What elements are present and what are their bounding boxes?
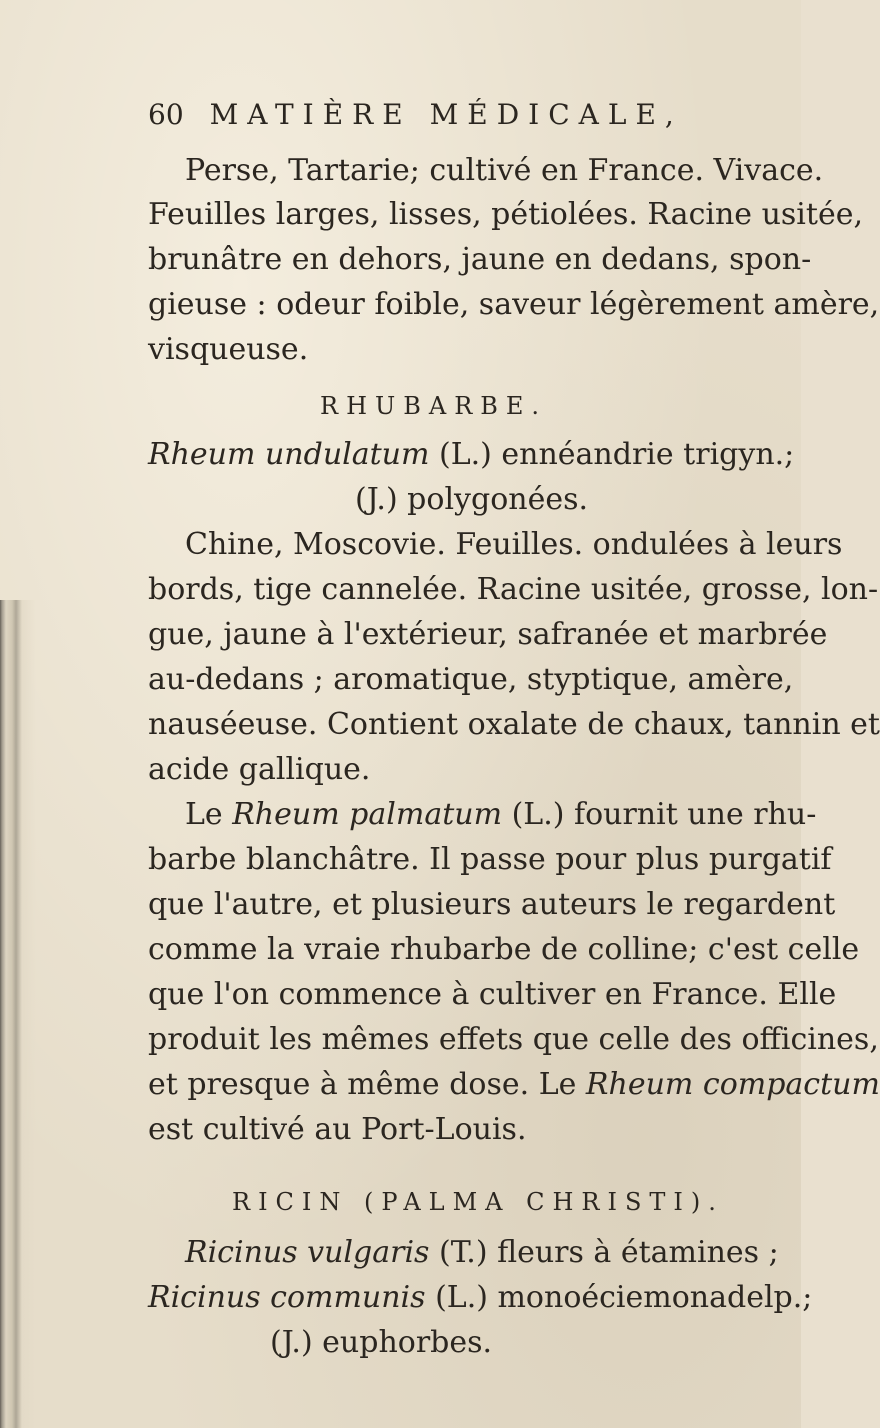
text-line: bords, tige cannelée. Racine usitée, grosse, lon- xyxy=(148,572,879,607)
text-line: au-dedans ; aromatique, styptique, amère, xyxy=(148,662,794,697)
text-span: (T.) fleurs à étamines ; xyxy=(429,1235,779,1270)
text-line: gue, jaune à l'extérieur, safranée et marbrée xyxy=(148,617,828,652)
text-line: que l'on commence à cultiver en France. Elle xyxy=(148,977,837,1012)
text-line: Chine, Moscovie. Feuilles. ondulées à leurs xyxy=(185,527,843,562)
text-line: comme la vraie rhubarbe de colline; c'est celle xyxy=(148,932,860,967)
taxonomy-line xyxy=(148,1280,813,1315)
section-title-rhubarbe: RHUBARBE. xyxy=(320,392,548,420)
taxonomy-line: (J.) polygonées. xyxy=(355,482,589,517)
text-line: barbe blanchâtre. Il passe pour plus purgatif xyxy=(148,842,832,877)
text-line: Perse, Tartarie; cultivé en France. Vivace. xyxy=(185,153,824,188)
text-line: gieuse : odeur foible, saveur légèrement amère, xyxy=(148,287,880,322)
latin-name: Ricinus vulgaris xyxy=(185,1235,430,1270)
text-span: (L.) fournit une rhu- xyxy=(502,797,817,832)
taxonomy-line xyxy=(185,1235,779,1270)
page-header xyxy=(148,98,683,131)
latin-name: Ricinus communis xyxy=(148,1280,426,1315)
latin-name: Rheum compactum xyxy=(585,1067,880,1102)
text-line: Feuilles larges, lisses, pétiolées. Racine usitée, xyxy=(148,197,863,232)
text-line: acide gallique. xyxy=(148,752,371,787)
text-span: et presque à même dose. Le xyxy=(148,1067,586,1102)
text-line: est cultivé au Port-Louis. xyxy=(148,1112,527,1147)
taxonomy-line: (J.) euphorbes. xyxy=(270,1325,493,1360)
text-line xyxy=(148,1067,880,1102)
page-number: 60 xyxy=(148,98,184,131)
latin-name: Rheum palmatum xyxy=(232,797,503,832)
taxonomy-line xyxy=(148,437,795,472)
text-line: produit les mêmes effets que celle des officines, xyxy=(148,1022,879,1057)
text-line: que l'autre, et plusieurs auteurs le regardent xyxy=(148,887,836,922)
text-span: Le xyxy=(185,797,233,832)
text-line: nauséeuse. Contient oxalate de chaux, tannin et xyxy=(148,707,880,742)
running-title: MATIÈRE MÉDICALE, xyxy=(209,98,683,131)
text-line xyxy=(185,797,817,832)
section-title-ricin: RICIN (PALMA CHRISTI). xyxy=(232,1188,724,1216)
page-edge-shadow xyxy=(0,600,36,1428)
text-line: brunâtre en dehors, jaune en dedans, spon- xyxy=(148,242,812,277)
classification: (L.) ennéandrie trigyn.; xyxy=(429,437,795,472)
latin-name: Rheum undulatum xyxy=(148,437,430,472)
text-line: visqueuse. xyxy=(148,332,309,367)
text-span: (L.) monoéciemonadelp.; xyxy=(425,1280,813,1315)
